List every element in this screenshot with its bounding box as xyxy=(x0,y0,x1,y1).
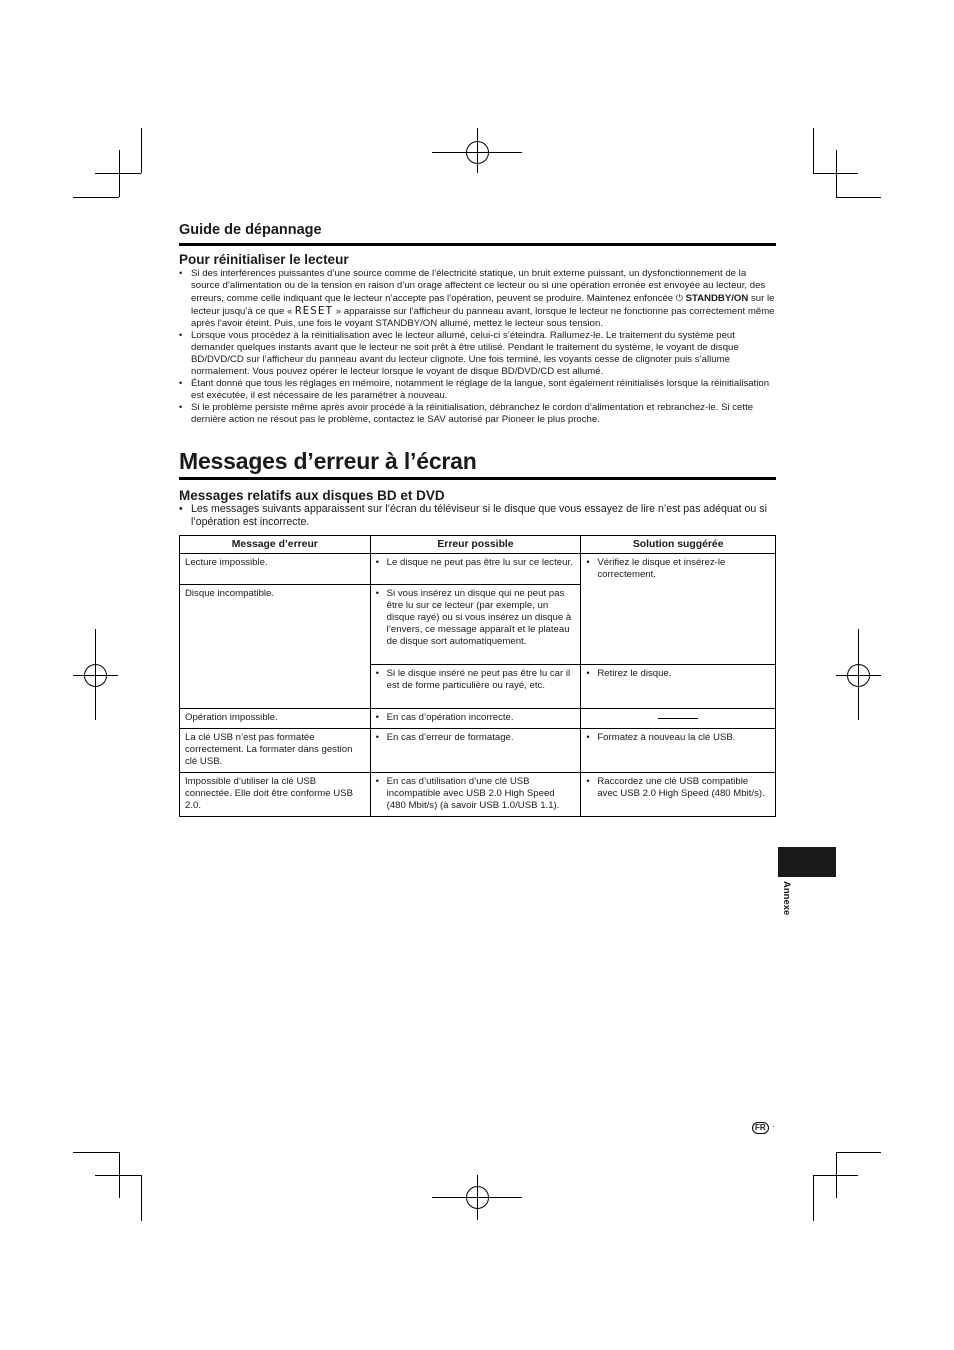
no-solution-dash xyxy=(658,718,698,719)
message-cell: Opération impossible. xyxy=(180,709,371,729)
header-cause: Erreur possible xyxy=(370,536,581,554)
bullet-text: » apparaisse sur l’afficheur du panneau avant, lorsque le lecteur ne fonctionne pas correctement même après l’avoir éteint. Puis, une fois le voyant STANDBY/ON allumé, mettez le lecteur sous tension. xyxy=(191,306,775,329)
header-message: Message d’erreur xyxy=(180,536,371,554)
solution-text: • Formatez à nouveau la clé USB. xyxy=(586,732,770,744)
reset-bullet-list xyxy=(179,268,776,426)
section-title: Guide de dépannage xyxy=(179,220,776,246)
cause-cell xyxy=(370,729,581,773)
solution-text: • Retirez le disque. xyxy=(586,668,770,680)
message-cell: Impossible d’utiliser la clé USB connectée. Elle doit être conforme USB 2.0. xyxy=(180,773,371,817)
cause-text: • En cas d’opération incorrecte. xyxy=(376,712,576,724)
reset-display-text: RESET xyxy=(295,304,334,317)
cause-text: • Si le disque inséré ne peut pas être lu car il est de forme particulière ou rayé, etc. xyxy=(376,668,576,692)
solution-cell xyxy=(581,729,776,773)
reset-bullet: • Lorsque vous procédez à la réinitialisation avec le lecteur allumé, celui-ci s’éteindra. Rallumez-le. Le traitement du système peut demander quelques instants avant que le lecteur ne soit prêt à être utilisé. Pendant le traitement du système, le voyant de disque BD/DVD/CD sur l’afficheur du panneau avant du lecteur clignote. Une fois terminé, les voyants cesse de clignoter puis s’allume normalement. Vous pouvez opérer le lecteur lorsque le voyant de disque BD/DVD/CD est allumé. xyxy=(179,330,776,378)
cause-cell xyxy=(370,665,581,709)
bullet-text: Si des interférences puissantes d’une source comme de l’électricité statique, un bruit externe puissant, un dysfonctionnement de la source d’alimentation ou de la tension en raison d’un orage affectent ce lecteur ou si une opération erronée est envoyée au lecteur, des erreurs, comme celle indiquant que le lecteur n’accepte pas l’opération, peuvent se produire. Maintenez enfoncée xyxy=(191,268,766,304)
table-row xyxy=(180,554,776,585)
cause-text: • Si vous insérez un disque qui ne peut pas être lu sur ce lecteur (par exemple, un disque rayé) ou si vous insérez un disque à l’envers, ce message apparaît et le plateau de disque sort automatiquement. xyxy=(376,588,576,648)
cause-cell xyxy=(370,709,581,729)
table-header-row xyxy=(180,536,776,554)
errors-intro-list xyxy=(179,503,776,529)
table-row xyxy=(180,729,776,773)
message-cell: La clé USB n’est pas formatée correctement. La formater dans gestion clé USB. xyxy=(180,729,371,773)
message-cell: Disque incompatible. xyxy=(180,585,371,709)
error-table xyxy=(179,535,776,817)
table-row xyxy=(180,773,776,817)
reset-bullet xyxy=(179,268,776,330)
errors-title: Messages d’erreur à l’écran xyxy=(179,448,776,480)
solution-text: • Raccordez une clé USB compatible avec USB 2.0 High Speed (480 Mbit/s). xyxy=(586,776,770,800)
standby-label: STANDBY/ON xyxy=(685,293,749,304)
errors-intro: • Les messages suivants apparaissent sur l’écran du téléviseur si le disque que vous essayez de lire n’est pas adéquat ou si l’opération est incorrecte. xyxy=(179,503,776,529)
power-icon: ⏻ xyxy=(675,293,683,303)
solution-cell xyxy=(581,709,776,729)
reset-bullet: • Étant donné que tous les réglages en mémoire, notamment le réglage de la langue, sont également réinitialisés lorsque la réinitialisation est exécutée, il est nécessaire de les paramétrer à nouveau. xyxy=(179,378,776,402)
cause-text: • En cas d’utilisation d’une clé USB incompatible avec USB 2.0 High Speed (480 Mbit/s) (à savoir USB 1.0/USB 1.1). xyxy=(376,776,576,812)
side-tab-marker xyxy=(778,847,836,877)
side-section-label: Annexe xyxy=(781,881,792,916)
bullet-text: sur le lecteur jusqu’à ce que « xyxy=(191,293,775,317)
cause-cell xyxy=(370,773,581,817)
solution-cell xyxy=(581,554,776,665)
reset-bullet: • Si le problème persiste même après avoir procédé à la réinitialisation, débranchez le cordon d’alimentation et rebranchez-le. Si cette dernière action ne résout pas le problème, contactez le SAV autorisé par Pioneer le plus proche. xyxy=(179,402,776,426)
header-solution: Solution suggérée xyxy=(581,536,776,554)
reset-subtitle: Pour réinitialiser le lecteur xyxy=(179,252,349,267)
cause-cell xyxy=(370,585,581,665)
solution-text: • Vérifiez le disque et insérez-le correctement. xyxy=(586,557,770,581)
language-badge: FR xyxy=(752,1122,769,1134)
cause-text: • Le disque ne peut pas être lu sur ce lecteur. xyxy=(376,557,576,569)
solution-cell xyxy=(581,773,776,817)
cause-text: • En cas d’erreur de formatage. xyxy=(376,732,576,744)
table-row xyxy=(180,709,776,729)
page-content xyxy=(179,220,776,817)
cause-cell xyxy=(370,554,581,585)
message-cell: Lecture impossible. xyxy=(180,554,371,585)
errors-subtitle: Messages relatifs aux disques BD et DVD xyxy=(179,488,445,503)
solution-cell xyxy=(581,665,776,709)
page-number-dot: · xyxy=(772,1121,775,1131)
